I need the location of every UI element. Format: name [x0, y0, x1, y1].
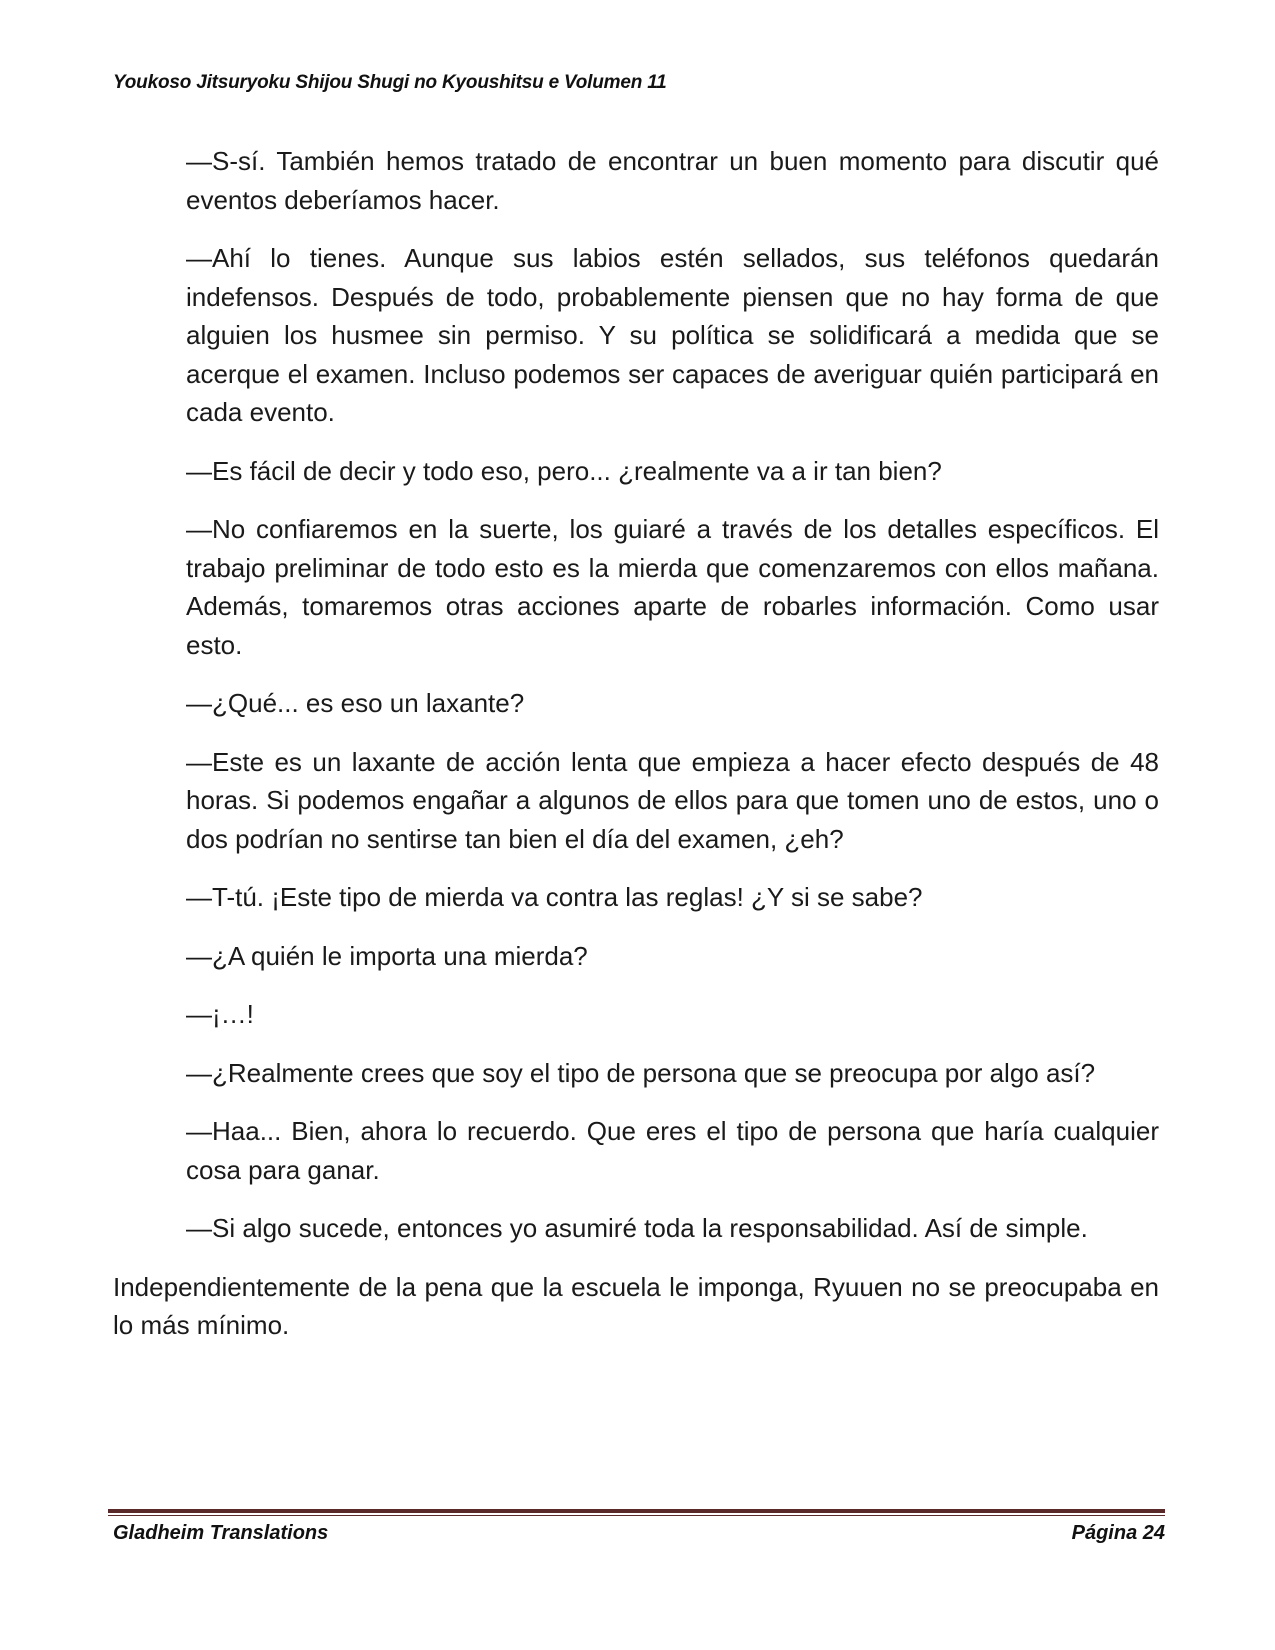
footer-rule-thick — [108, 1509, 1165, 1513]
dialog-paragraph: —¿A quién le importa una mierda? — [186, 940, 588, 971]
dialog-paragraph: —Este es un laxante de acción lenta que empieza a hacer efecto después de 48 horas. Si podemos engañar a algunos de ellos para que tomen uno de estos, uno o dos podrían no sentirse tan bien el día del examen, ¿eh? — [186, 746, 1159, 854]
dialog-paragraph: —Si algo sucede, entonces yo asumiré toda la responsabilidad. Así de simple. — [186, 1213, 1088, 1243]
dialog-paragraph: —Ahí lo tienes. Aunque sus labios estén sellados, sus teléfonos quedarán indefensos. Después de todo, probablemente piensen que no hay forma de que alguien los husmee sin permiso. Y su política se solidificará a medida que se acerque el examen. Incluso podemos ser capaces de averiguar quién participará en cada evento. — [186, 243, 1159, 427]
narration-paragraph: Independientemente de la pena que la escuela le imponga, Ryuuen no se preocupaba en lo más mínimo. — [113, 1271, 1159, 1340]
dialog-paragraph: —¿Qué... es eso un laxante? — [186, 688, 525, 718]
dialog-paragraph: —No confiaremos en la suerte, los guiaré a través de los detalles específicos. El trabajo preliminar de todo esto es la mierda que comenzaremos con ellos mañana. Además, tomaremos otras acciones aparte de robarles información. Como usar esto. — [186, 514, 1159, 660]
footer-rule-thin — [108, 1515, 1165, 1516]
running-header: Youkoso Jitsuryoku Shijou Shugi no Kyoushitsu e Volumen 11 — [113, 72, 667, 93]
dialog-paragraph: —¡…! — [186, 999, 254, 1029]
dialog-paragraph: —T-tú. ¡Este tipo de mierda va contra las reglas! ¿Y si se sabe? — [186, 882, 923, 912]
dialog-paragraph: —¿Realmente crees que soy el tipo de persona que se preocupa por algo así? — [186, 1057, 1096, 1088]
footer-page-number: Página 24 — [1071, 1522, 1165, 1544]
footer-rule — [108, 1509, 1165, 1516]
dialog-paragraph: —Es fácil de decir y todo eso, pero... ¿realmente va a ir tan bien? — [186, 455, 942, 486]
dialog-paragraph: —S-sí. También hemos tratado de encontrar un buen momento para discutir qué eventos deberíamos hacer. — [186, 146, 1159, 215]
footer-translator: Gladheim Translations — [113, 1522, 329, 1544]
dialog-paragraph: —Haa... Bien, ahora lo recuerdo. Que eres el tipo de persona que haría cualquier cosa para ganar. — [186, 1116, 1159, 1185]
page-body — [113, 142, 1159, 1365]
